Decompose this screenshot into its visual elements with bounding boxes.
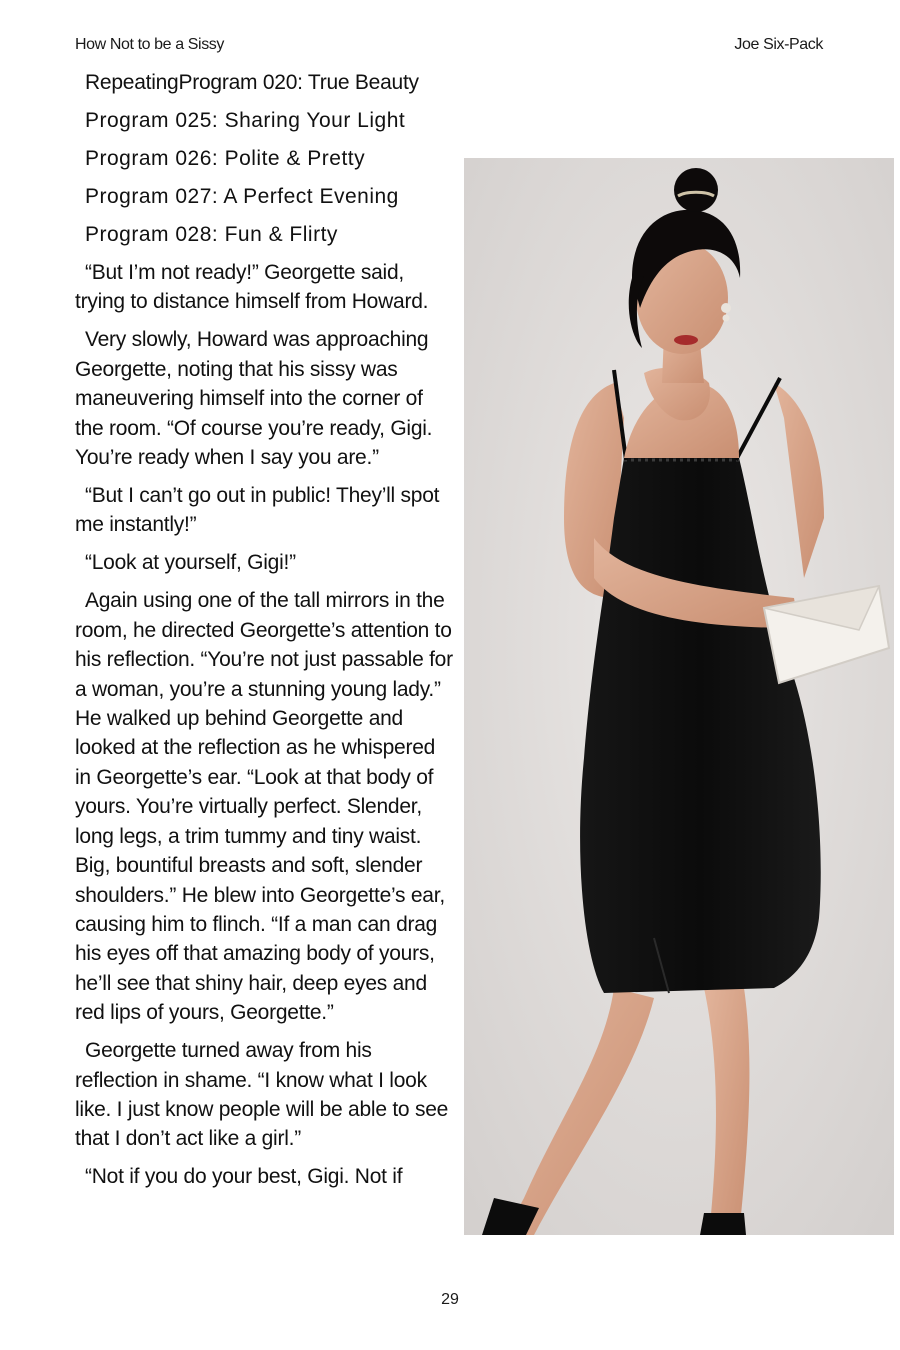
running-head-author: Joe Six-Pack — [734, 36, 823, 53]
running-head-book-title: How Not to be a Sissy — [75, 36, 224, 53]
paragraph: Again using one of the tall mirrors in the room, he directed Georgette’s attention to his reflection. “You’re not just passable for a woman, you’re a stunning young lady.” He walked up behind Georgette and looked at the reflection as he whispered in Georgette’s ear. “Look at that body of yours. You’re virtually perfect. Slender, long legs, a trim tummy and tiny waist. Big, bountiful breasts and soft, slender shoulders.” He blew into Georgette’s ear, causing him to flinch. “If a man can drag his eyes off that amazing body of yours, he’ll see that shiny hair, deep eyes and red lips of yours, Georgette.” — [75, 589, 453, 1025]
paragraph: Program 028: Fun & Flirty — [85, 223, 338, 246]
paragraph: “Look at yourself, Gigi!” — [85, 551, 296, 575]
paragraph: “Not if you do your best, Gigi. Not if — [85, 1165, 403, 1189]
text-column — [75, 68, 455, 1200]
paragraph: Program 025: Sharing Your Light — [85, 109, 406, 132]
paragraph: “But I’m not ready!” Georgette said, trying to distance himself from Howard. — [75, 261, 429, 314]
paragraph: Georgette turned away from his reflection in shame. “I know what I look like. I just know people will be able to see that I don’t act like a girl.” — [75, 1039, 449, 1151]
paragraph: Program 027: A Perfect Evening — [85, 185, 399, 208]
woman-in-black-dress-photo — [464, 158, 894, 1235]
paragraph: Very slowly, Howard was approaching Georgette, noting that his sissy was maneuvering himself into the corner of the room. “Of course you’re ready, Gigi. You’re ready when I say you are.” — [75, 328, 433, 470]
paragraph: RepeatingProgram 020: True Beauty — [85, 71, 419, 94]
page-number: 29 — [441, 1291, 459, 1308]
paragraph: “But I can’t go out in public! They’ll spot me instantly!” — [75, 484, 440, 537]
photo-illustration — [464, 158, 894, 1235]
paragraph: Program 026: Polite & Pretty — [85, 147, 366, 170]
